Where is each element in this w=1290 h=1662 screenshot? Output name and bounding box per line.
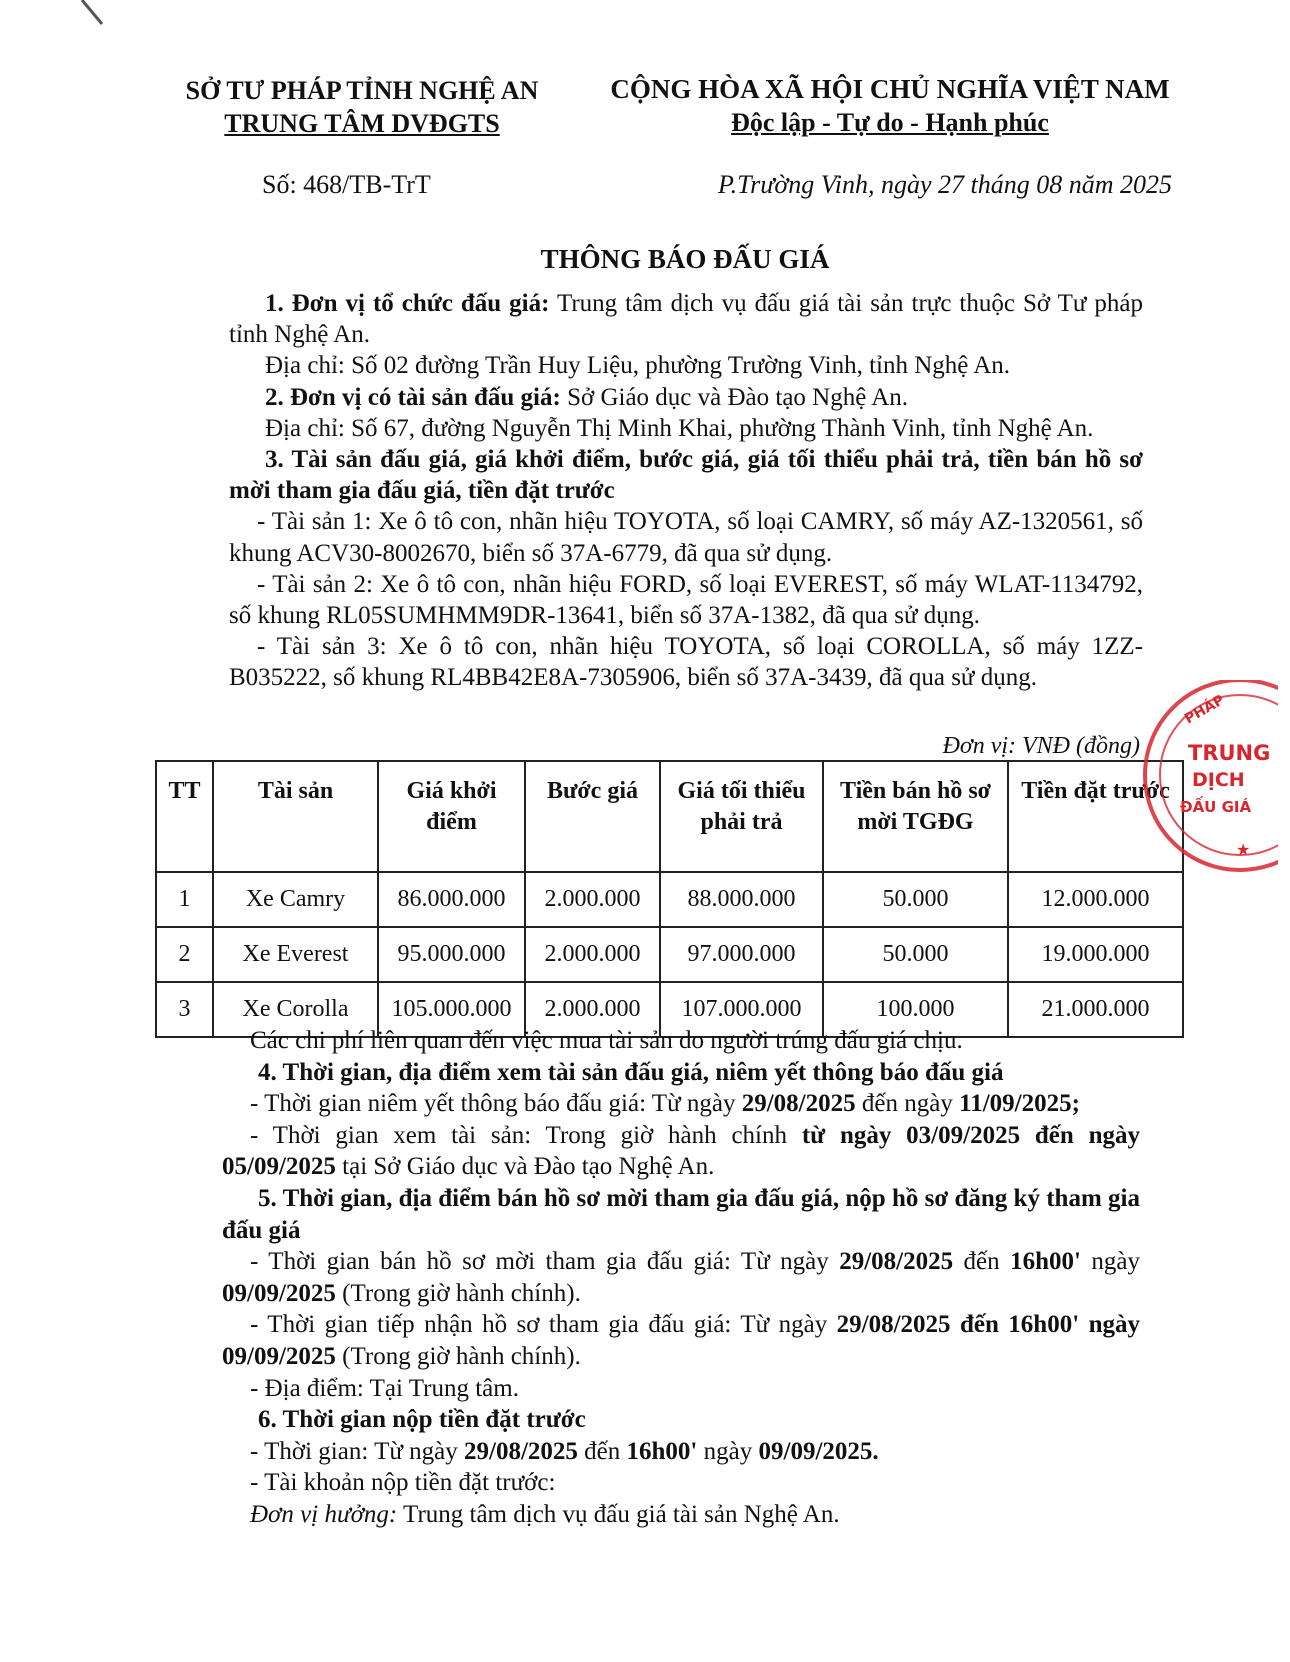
beneficiary-label: Đơn vị hưởng: xyxy=(250,1500,398,1528)
auction-table xyxy=(155,760,1184,1038)
cell: 12.000.000 xyxy=(1008,872,1183,927)
text: - Thời gian xem tài sản: Trong giờ hành chính xyxy=(250,1121,802,1149)
time: 16h00' xyxy=(1010,1248,1081,1276)
col-step: Bước giá xyxy=(525,761,660,872)
text: tại Sở Giáo dục và Đào tạo Nghệ An. xyxy=(335,1153,715,1181)
cell: 3 xyxy=(156,982,213,1037)
unit-label: Đơn vị: VNĐ (đồng) xyxy=(942,733,1140,759)
costs-note: Các chi phí liên quan đến việc mua tài sản do người trúng đấu giá chịu. xyxy=(250,1027,963,1054)
col-deposit: Tiền đặt trước xyxy=(1008,761,1183,872)
text: đến xyxy=(953,1248,1011,1276)
section-6-heading-text: 6. Thời gian nộp tiền đặt trước xyxy=(258,1406,586,1434)
svg-text:DỊCH: DỊCH xyxy=(1192,769,1245,791)
asset-1: - Tài sản 1: Xe ô tô con, nhãn hiệu TOYOTA, số loại CAMRY, số máy AZ-1320561, số khung ACV30-8002670, biển số 37A-6779, đã qua sử dụng. xyxy=(229,508,1143,567)
asset-2: - Tài sản 2: Xe ô tô con, nhãn hiệu FORD, số loại EVEREST, số máy WLAT-1134792, số khung RL05SUMHMM9DR-13641, biển số 37A-1382, đã qua sử dụng. xyxy=(229,570,1143,630)
svg-text:★: ★ xyxy=(1236,840,1251,859)
text: - Thời gian niêm yết thông báo đấu giá: Từ ngày xyxy=(250,1090,742,1118)
text: - Thời gian bán hồ sơ mời tham gia đấu giá: Từ ngày xyxy=(250,1248,840,1276)
time: 16h00' xyxy=(626,1437,698,1465)
center-name: TRUNG TÂM DVĐGTS xyxy=(224,109,500,138)
text: đến ngày xyxy=(855,1090,960,1118)
date: 09/09/2025 xyxy=(222,1279,336,1307)
text: ngày xyxy=(697,1437,759,1465)
header-left xyxy=(172,74,552,140)
text: (Trong giờ hành chính). xyxy=(335,1342,581,1370)
date-range: từ ngày 03/09/2025 đến ngày 05/09/2025 xyxy=(222,1121,1140,1181)
cell: 100.000 xyxy=(823,982,1008,1037)
table-header-row xyxy=(156,761,1183,872)
date: 29/08/2025 xyxy=(464,1437,578,1465)
red-seal xyxy=(1128,680,1278,880)
date: 09/09/2025. xyxy=(758,1437,879,1465)
cell: 50.000 xyxy=(823,872,1008,927)
cell: 50.000 xyxy=(823,927,1008,982)
beneficiary-name: Trung tâm dịch vụ đấu giá tài sản Nghệ An. xyxy=(397,1500,840,1528)
s5-line-2 xyxy=(222,1309,1140,1372)
national-title: CỘNG HÒA XÃ HỘI CHỦ NGHĨA VIỆT NAM xyxy=(610,74,1170,104)
section-3-heading xyxy=(229,444,1143,506)
s5-line-1 xyxy=(222,1246,1140,1309)
table-row xyxy=(156,872,1183,927)
svg-text:ĐẤU GIÁ: ĐẤU GIÁ xyxy=(1180,798,1252,816)
cell: 1 xyxy=(156,872,213,927)
cell: 2.000.000 xyxy=(525,982,660,1037)
date-line: P.Trường Vinh, ngày 27 tháng 08 năm 2025 xyxy=(718,170,1172,199)
cell: 88.000.000 xyxy=(660,872,823,927)
cell: Xe Everest xyxy=(213,927,378,982)
s5-line-3: - Địa điểm: Tại Trung tâm. xyxy=(250,1374,519,1402)
text: - Thời gian: Từ ngày xyxy=(250,1437,465,1465)
page-title: THÔNG BÁO ĐẤU GIÁ xyxy=(540,244,830,274)
cell: Xe Corolla xyxy=(213,982,378,1037)
text: - Thời gian tiếp nhận hồ sơ tham gia đấu giá: Từ ngày xyxy=(250,1311,837,1339)
col-tt: TT xyxy=(156,761,213,872)
doc-number: Số: 468/TB-TrT xyxy=(262,170,431,199)
col-start-price: Giá khởi điểm xyxy=(378,761,525,872)
cell: 105.000.000 xyxy=(378,982,525,1037)
section-4-6 xyxy=(222,1025,1140,1531)
s6-line-3 xyxy=(222,1499,1140,1531)
date-range: 29/08/2025 đến 16h00' ngày 09/09/2025 xyxy=(222,1311,1140,1370)
section-5-heading xyxy=(222,1183,1140,1246)
text: đến xyxy=(577,1437,627,1465)
text: ngày xyxy=(1080,1248,1140,1276)
cell: 107.000.000 xyxy=(660,982,823,1037)
text: (Trong giờ hành chính). xyxy=(335,1279,581,1307)
cell: 86.000.000 xyxy=(378,872,525,927)
section-2-address: Địa chỉ: Số 67, đường Nguyễn Thị Minh Khai, phường Thành Vinh, tỉnh Nghệ An. xyxy=(265,414,1094,442)
s4-line-1 xyxy=(222,1088,1140,1120)
table-row xyxy=(156,927,1183,982)
pen-mark xyxy=(80,0,110,28)
section-1-text: Trung tâm dịch vụ đấu giá tài sản trực thuộc Sở Tư pháp tỉnh Nghệ An. xyxy=(229,290,1143,349)
cell: 95.000.000 xyxy=(378,927,525,982)
section-4-heading-text: 4. Thời gian, địa điểm xem tài sản đấu giá, niêm yết thông báo đấu giá xyxy=(258,1058,1004,1086)
cell: 19.000.000 xyxy=(1008,927,1183,982)
section-2-line xyxy=(229,382,1143,413)
header-right xyxy=(585,72,1195,140)
section-2-text: Sở Giáo dục và Đào tạo Nghệ An. xyxy=(560,383,909,411)
cell: Xe Camry xyxy=(213,872,378,927)
s4-line-2 xyxy=(222,1120,1140,1183)
col-min-price: Giá tối thiểu phải trả xyxy=(660,761,823,872)
section-3-heading-text: 3. Tài sản đấu giá, giá khởi điểm, bước giá, giá tối thiểu phải trả, tiền bán hồ sơ mời tham gia đấu giá, tiền đặt trước xyxy=(229,446,1143,505)
cell: 2 xyxy=(156,927,213,982)
national-motto: Độc lập - Tự do - Hạnh phúc xyxy=(731,108,1049,137)
date: 11/09/2025; xyxy=(959,1090,1080,1118)
date: 29/08/2025 xyxy=(839,1248,954,1276)
section-1-heading: 1. Đơn vị tổ chức đấu giá: xyxy=(265,290,550,317)
section-1-address: Địa chỉ: Số 02 đường Trần Huy Liệu, phường Trường Vinh, tỉnh Nghệ An. xyxy=(265,352,1011,380)
svg-text:PHÁP: PHÁP xyxy=(1182,692,1228,728)
section-1-3 xyxy=(229,288,1143,694)
cell: 21.000.000 xyxy=(1008,982,1183,1037)
asset-3: - Tài sản 3: Xe ô tô con, nhãn hiệu TOYOTA, số loại COROLLA, số máy 1ZZ-B035222, số khung RL4BB42E8A-7305906, biển số 37A-3439, đã qua sử dụng. xyxy=(229,633,1143,692)
cell: 2.000.000 xyxy=(525,872,660,927)
col-asset: Tài sản xyxy=(213,761,378,872)
cell: 97.000.000 xyxy=(660,927,823,982)
date: 29/08/2025 xyxy=(741,1090,856,1118)
agency-name: SỞ TƯ PHÁP TỈNH NGHỆ AN xyxy=(185,76,539,105)
s6-line-2: - Tài khoản nộp tiền đặt trước: xyxy=(250,1469,556,1497)
section-4-heading xyxy=(222,1057,1140,1089)
s6-line-1 xyxy=(222,1436,1140,1468)
section-5-heading-text: 5. Thời gian, địa điểm bán hồ sơ mời tham gia đấu giá, nộp hồ sơ đăng ký tham gia đấu giá xyxy=(222,1184,1140,1244)
col-dossier-fee: Tiền bán hồ sơ mời TGĐG xyxy=(823,761,1008,872)
section-6-heading xyxy=(222,1404,1140,1436)
svg-text:TRUNG: TRUNG xyxy=(1188,741,1271,765)
cell: 2.000.000 xyxy=(525,927,660,982)
section-2-heading: 2. Đơn vị có tài sản đấu giá: xyxy=(265,383,561,411)
section-1-line xyxy=(229,288,1143,350)
